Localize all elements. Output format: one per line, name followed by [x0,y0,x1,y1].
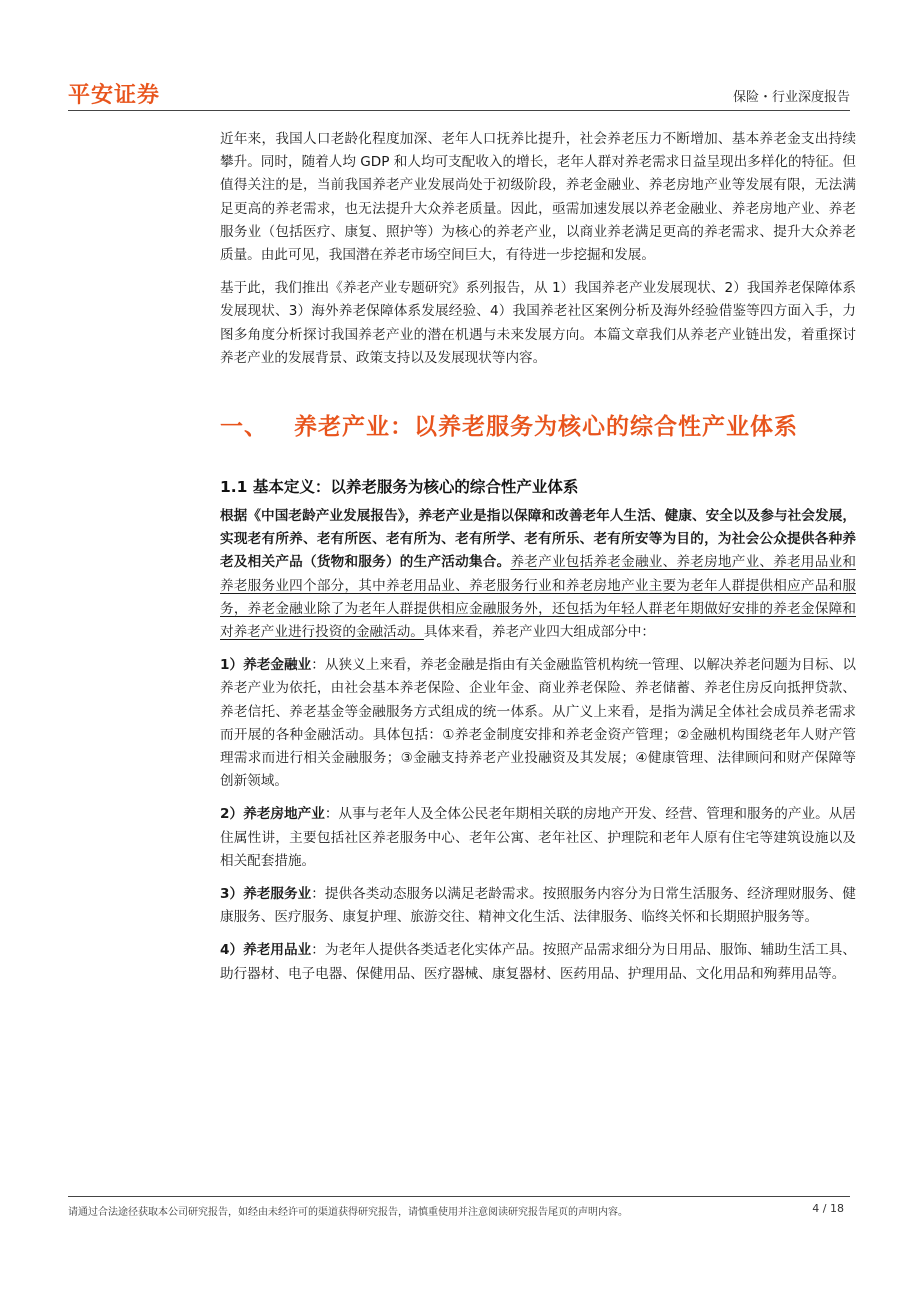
footer-disclaimer: 请通过合法途径获取本公司研究报告，如经由未经许可的渠道获得研究报告，请慎重使用并注意阅读研究报告尾页的声明内容。 [68,1207,628,1218]
item-text: ：从事与老年人及全体公民老年期相关联的房地产开发、经营、管理和服务的产业。从居住属性讲，主要包括社区养老服务中心、老年公寓、老年社区、护理院和老年人原有住宅等建筑设施以及相关配套措施。 [220,806,856,869]
definition-bold: 根据《中国老龄产业发展报告》，养老产业是指以保障和改善老年人生活、健康、安全以及参与社会发展，实现老有所养、老有所医、老有所为、老有所学、老有所乐、老有所安等为目的，为社会公众提供各种养老及相关产品（货物和服务）的生产活动集合。 [220,508,856,571]
definition-paragraph [220,505,856,644]
footer-divider [68,1196,850,1197]
list-item [220,939,856,985]
report-type: 保险・行业深度报告 [732,90,850,105]
item-label: 1）养老金融业 [220,657,312,674]
intro-paragraph-1: 近年来，我国人口老龄化程度加深、老年人口抚养比提升，社会养老压力不断增加、基本养老金支出持续攀升。同时，随着人均 GDP 和人均可支配收入的增长，老年人群对养老需求日益呈现出多样化的特征。但值得关注的是，当前我国养老产业发展尚处于初级阶段，养老金融业、养老房地产业等发展有限，无法满足更高的养老需求，也无法提升大众养老质量。因此，亟需加速发展以养老金融业、养老房地产业、养老服务业（包括医疗、康复、照护等）为核心的养老产业，以商业养老满足更高的养老需求、提升大众养老质量。由此可见，我国潜在养老市场空间巨大，有待进一步挖掘和发展。 [220,131,856,264]
item-text: ：从狭义上来看，养老金融是指由有关金融监管机构统一管理、以解决养老问题为目标、以养老产业为依托，由社会基本养老保险、企业年金、商业养老保险、养老储蓄、养老住房反向抵押贷款、养老信托、养老基金等金融服务方式组成的统一体系。从广义上来看，是指为满足全体社会成员养老需求而开展的各种金融活动。具体包括：①养老金制度安排和养老金资产管理；②金融机构围绕老年人财产管理需求而进行相关金融服务；③金融支持养老产业投融资及其发展；④健康管理、法律顾问和财产保障等创新领域。 [220,657,856,790]
section-heading [220,408,856,441]
header-divider [68,110,850,111]
main-content [220,128,856,986]
section-number: 一、 [220,414,268,441]
definition-underlined: 养老产业包括养老金融业、养老房地产业、养老用品业和养老服务业四个部分，其中养老用品业、养老服务行业和养老房地产业主要为老年人群提供相应产品和服务，养老金融业除了为老年人群提供相应金融服务外，还包括为年轻人群老年期做好安排的养老金保障和对养老产业进行投资的金融活动。 [220,554,857,641]
section-title: 养老产业：以养老服务为核心的综合性产业体系 [294,414,798,441]
item-label: 2）养老房地产业 [220,806,325,823]
item-text: ：为老年人提供各类适老化实体产品。按照产品需求细分为日用品、服饰、辅助生活工具、助行器材、电子电器、保健用品、医疗器械、康复器材、医药用品、护理用品、文化用品和殉葬用品等。 [220,942,856,982]
list-item [220,803,856,873]
item-label: 4）养老用品业 [220,942,312,959]
definition-tail: 具体来看，养老产业四大组成部分中： [423,624,655,641]
company-logo: 平安证券 [68,83,161,108]
list-item [220,654,856,793]
intro-paragraph-2: 基于此，我们推出《养老产业专题研究》系列报告，从 1）我国养老产业发展现状、2）我国养老保障体系发展现状、3）海外养老保障体系发展经验、4）我国养老社区案例分析及海外经验借鉴等四方面入手，力图多角度分析探讨我国养老产业的潜在机遇与未来发展方向。本篇文章我们从养老产业链出发，着重探讨养老产业的发展背景、政策支持以及发展现状等内容。 [220,280,856,366]
list-item [220,883,856,929]
item-label: 3）养老服务业 [220,886,312,903]
page-number: 4 / 18 [812,1202,844,1215]
item-text: ：提供各类动态服务以满足老龄需求。按照服务内容分为日常生活服务、经济理财服务、健康服务、医疗服务、康复护理、旅游交往、精神文化生活、法律服务、临终关怀和长期照护服务等。 [220,886,856,926]
subsection-heading: 1.1 基本定义：以养老服务为核心的综合性产业体系 [220,478,579,497]
